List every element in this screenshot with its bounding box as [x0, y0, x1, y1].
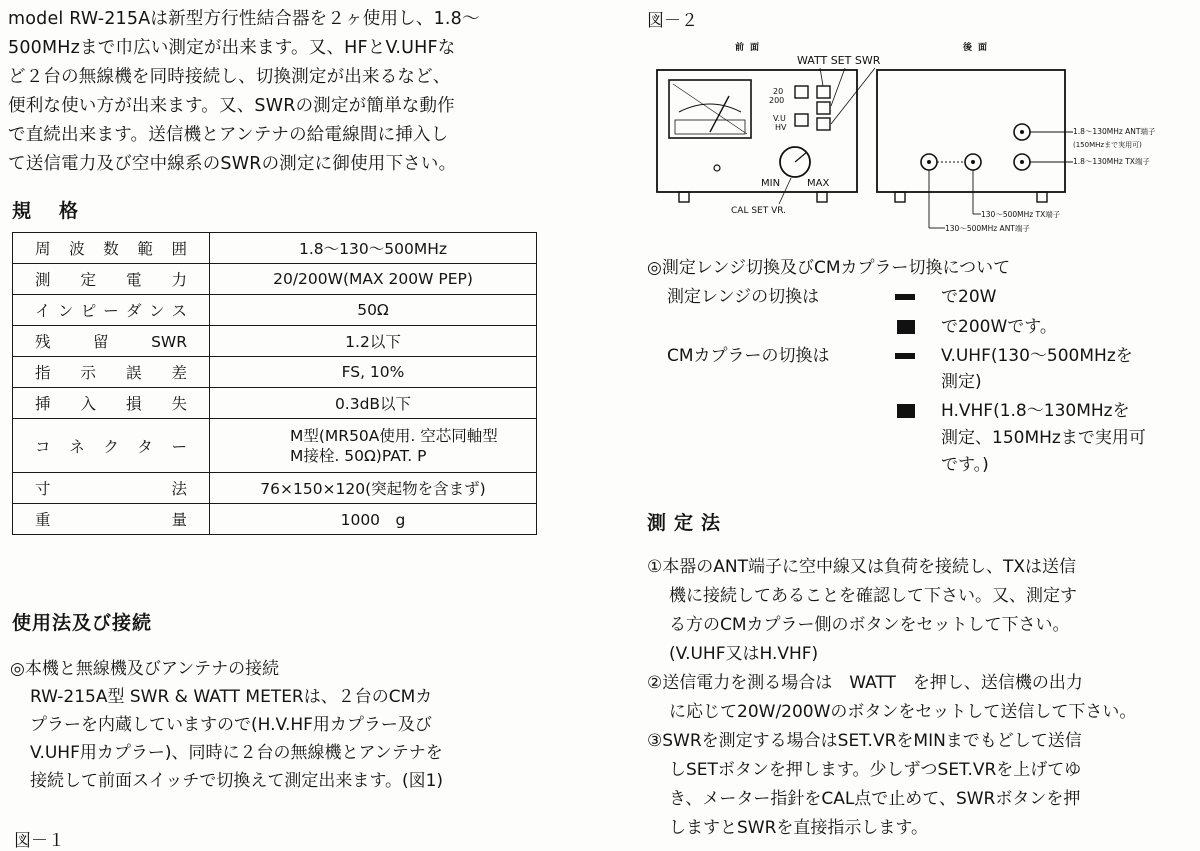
spec-value: 76×150×120(突起物を含まず) — [210, 473, 537, 504]
table-row — [13, 233, 537, 264]
spec-key: 挿入損失 — [13, 388, 210, 419]
spec-heading: 規格 — [12, 200, 107, 222]
method-line-1: ①本器のANT端子に空中線又は負荷を接続し、TXは送信 — [647, 557, 1076, 577]
method-line-4: (V.UHF又はH.VHF) — [669, 644, 819, 664]
table-row — [13, 388, 537, 419]
range-heading: ◎測定レンジ切換及びCMカプラー切換について — [647, 258, 1011, 278]
table-row — [13, 473, 537, 504]
intro-line-6: て送信電力及び空中線系のSWRの測定に御使用下さい。 — [8, 154, 457, 174]
method-line-5: ②送信電力を測る場合は WATT を押し、送信機の出力 — [647, 673, 1083, 693]
hv-label: HV — [775, 123, 787, 132]
cal-set-label: CAL SET VR. — [731, 206, 787, 216]
spec-value-line: M接栓. 50Ω)PAT. P — [290, 446, 427, 465]
coupler-switch — [795, 114, 808, 126]
set-switch — [817, 102, 830, 114]
switch-up-icon — [895, 294, 915, 300]
coupler-vuhf-1: V.UHF(130～500MHzを — [941, 346, 1133, 366]
spec-key: コネクター — [13, 419, 210, 473]
table-row — [13, 264, 537, 295]
min-label: MIN — [761, 178, 781, 189]
fig2-diagram — [645, 34, 1190, 244]
spec-key: 周波数範囲 — [13, 233, 210, 264]
intro-line-4: 便利な使い方が出来ます。又、SWRの測定が簡単な動作 — [8, 96, 455, 116]
method-heading: 測定法 — [647, 512, 729, 534]
method-line-2: 機に接続してあることを確認して下さい。又、測定す — [669, 586, 1077, 606]
method-line-3: る方のCMカプラー側のボタンをセットして下さい。 — [669, 615, 1070, 635]
spec-key: 指示誤差 — [13, 357, 210, 388]
method-line-8: しSETボタンを押します。少しずつSET.VRを上げてゆ — [669, 760, 1082, 780]
rear-label: 後面 — [963, 43, 994, 53]
rear-panel — [877, 70, 1156, 233]
spec-value-line: M型(MR50A使用. 空芯同軸型 — [290, 426, 498, 445]
coupler-hvhf-2: 測定、150MHzまで実用可 — [941, 428, 1146, 448]
spec-value: FS, 10% — [210, 357, 537, 388]
spec-value: 20/200W(MAX 200W PEP) — [210, 264, 537, 295]
spec-value: 50Ω — [210, 295, 537, 326]
usage-line-3: プラーを内蔵していますので(H.V.HF用カプラー及び — [30, 715, 432, 735]
coupler-vuhf-2: 測定) — [941, 372, 982, 392]
range-20-label: 20 — [773, 87, 784, 96]
usage-line-5: 接続して前面スイッチで切換えて測定出来ます。(図1) — [30, 771, 444, 791]
left-column — [8, 0, 538, 851]
tx-hf-label: 1.8～130MHz TX端子 — [1073, 157, 1150, 166]
fig1-label: 図－１ — [14, 831, 65, 851]
intro-line-5: で直続出来ます。送信機とアンテナの給電線間に挿入し — [8, 125, 449, 145]
switch-down-icon — [897, 320, 915, 334]
spec-table — [12, 232, 537, 535]
range-200w: で200Wです。 — [941, 317, 1057, 337]
front-label: 前面 — [735, 43, 766, 53]
intro-line-2: 500MHzまで巾広い測定が出来ます。又、HFとV.UHFな — [8, 38, 456, 58]
spec-key: 測定電力 — [13, 264, 210, 295]
intro-line-1: model RW-215Aは新型方行性結合器を２ヶ使用し、1.8～ — [8, 9, 480, 29]
usage-heading: 使用法及び接続 — [12, 612, 153, 634]
ant-hf-label: 1.8～130MHz ANT端子 — [1073, 127, 1156, 136]
range-label: 測定レンジの切換は — [667, 287, 820, 307]
spec-value: 1.2以下 — [210, 326, 537, 357]
table-row — [13, 357, 537, 388]
front-panel — [657, 68, 875, 216]
table-row — [13, 326, 537, 357]
spec-value: 0.3dB以下 — [210, 388, 537, 419]
table-row — [13, 419, 537, 473]
range-switch — [795, 86, 808, 98]
usage-line-1: ◎本機と無線機及びアンテナの接続 — [10, 659, 280, 679]
power-lamp-icon — [714, 165, 720, 171]
range-200-label: 200 — [769, 96, 785, 105]
tx-uhf-label: 130～500MHz TX端子 — [981, 210, 1061, 219]
coupler-hvhf-1: H.VHF(1.8～130MHzを — [941, 401, 1130, 421]
table-row — [13, 504, 537, 535]
spec-value: 1.8～130～500MHz — [210, 233, 537, 264]
spec-key: 寸法 — [13, 473, 210, 504]
coupler-hvhf-3: です。) — [941, 455, 989, 475]
ant-uhf-label: 130～500MHz ANT端子 — [945, 224, 1030, 233]
right-column — [645, 0, 1190, 842]
method-line-7: ③SWRを測定する場合はSET.VRをMINまでもどして送信 — [647, 731, 1082, 751]
intro-line-3: ど２台の無線機を同時接続し、切換測定が出来るなど、 — [8, 67, 451, 87]
method-line-6: に応じて20W/200Wのボタンをセットして送信して下さい。 — [669, 702, 1137, 722]
vu-label: V.U — [773, 114, 786, 123]
ant-hf-note: (150MHzまで実用可) — [1073, 141, 1142, 149]
usage-line-2: RW-215A型 SWR & WATT METERは、２台のCMカ — [30, 687, 433, 707]
fig2-label: 図－２ — [647, 11, 698, 31]
spec-value: 1000 g — [210, 504, 537, 535]
switch-up-icon — [895, 353, 915, 359]
watt-set-swr-label: WATT SET SWR — [797, 54, 881, 67]
switch-down-icon — [897, 404, 915, 418]
coupler-label: CMカプラーの切換は — [667, 346, 830, 366]
watt-switch — [817, 86, 830, 98]
usage-line-4: V.UHF用カプラー)、同時に２台の無線機とアンテナを — [30, 743, 443, 763]
spec-key: インピーダンス — [13, 295, 210, 326]
spec-value — [210, 419, 537, 473]
method-line-9: き、メーター指針をCAL点で止めて、SWRボタンを押 — [669, 789, 1081, 809]
method-line-10: しますとSWRを直接指示します。 — [669, 818, 929, 838]
range-20w: で20W — [941, 287, 997, 307]
max-label: MAX — [807, 178, 830, 189]
spec-key: 重量 — [13, 504, 210, 535]
table-row — [13, 295, 537, 326]
spec-key: 残留SWR — [13, 326, 210, 357]
swr-switch — [817, 118, 830, 130]
